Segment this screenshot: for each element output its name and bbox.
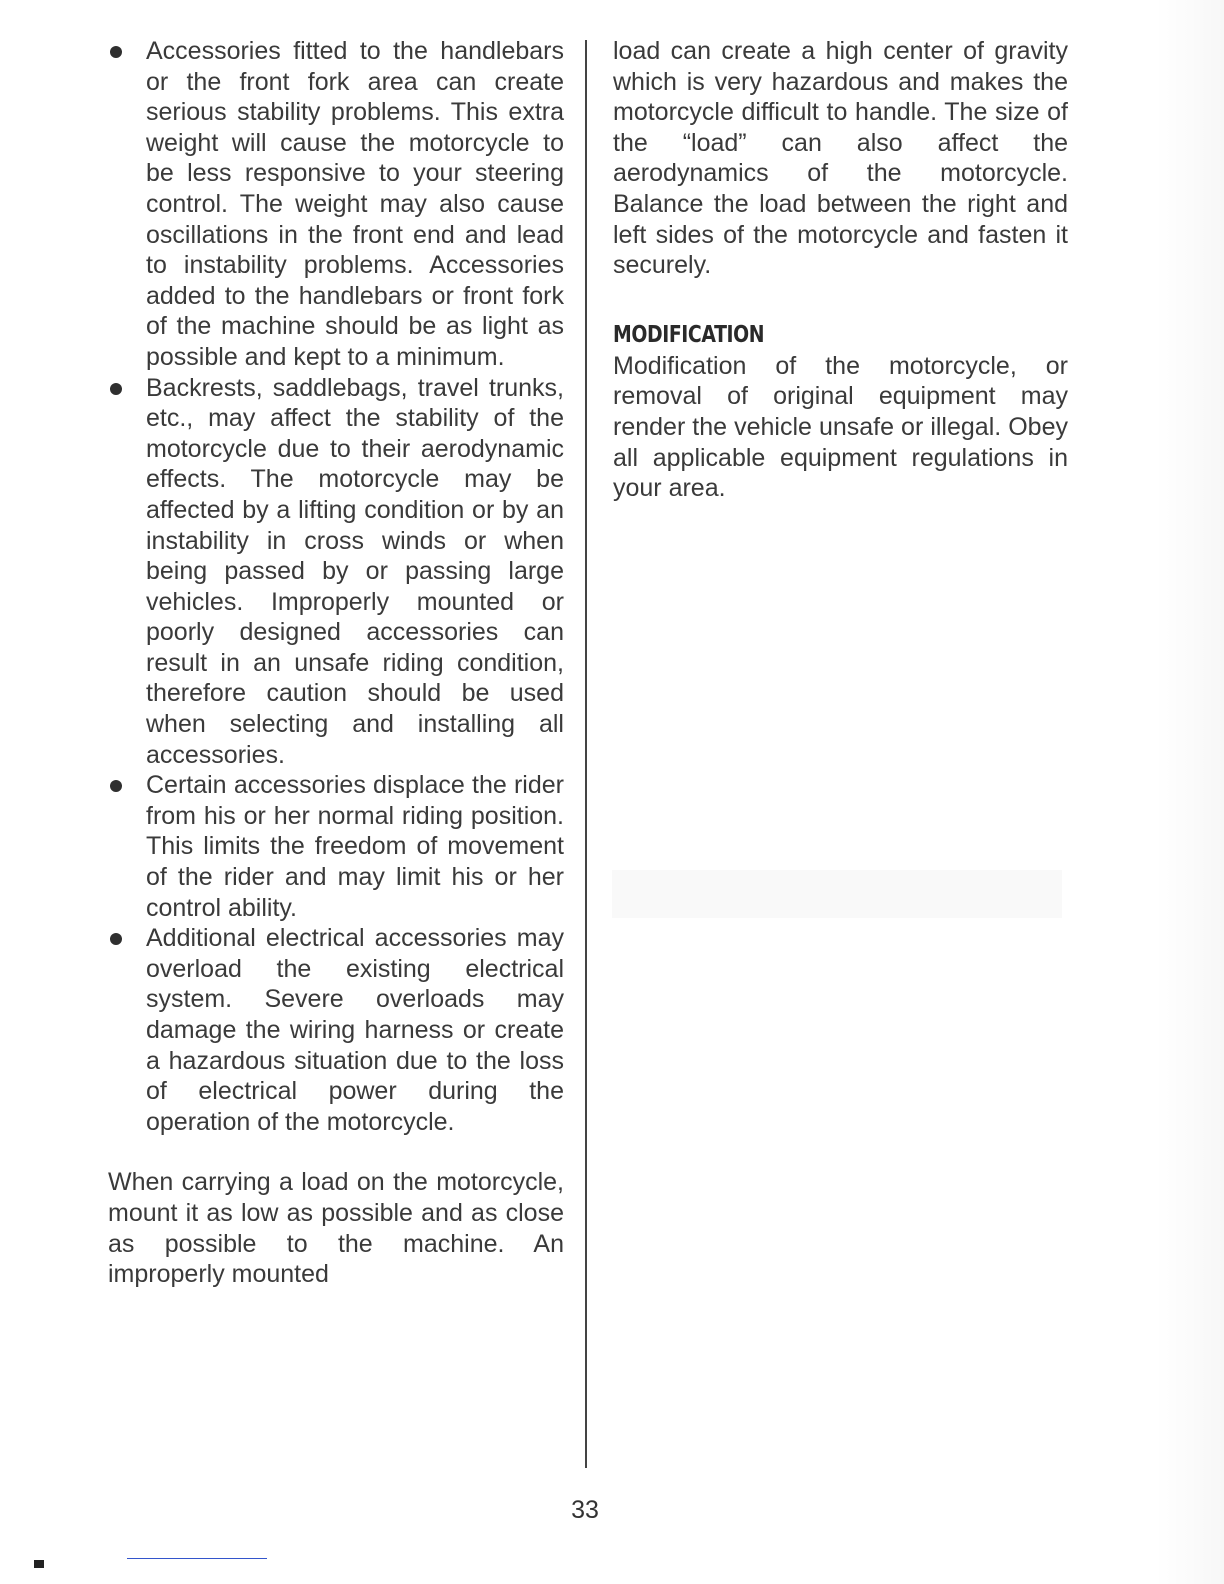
bullet-item-handlebar-accessories (108, 36, 564, 373)
left-column (108, 36, 564, 1290)
column-divider (585, 40, 587, 1468)
bullet-text: Certain accessories displace the rider from his or her normal riding position. This limits the freedom of movement of the rider and may limit his or her control ability. (146, 771, 564, 922)
show-through-shade (612, 870, 1062, 918)
bullet-dot-icon (110, 933, 122, 945)
bullet-dot-icon (110, 780, 122, 792)
bullet-item-electrical-accessories (108, 923, 564, 1137)
modification-paragraph: Modification of the motorcycle, or removal of original equipment may render the vehicle unsafe or illegal. Obey all applicable equipment regulations in your area. (613, 351, 1068, 503)
modification-heading: MODIFICATION (613, 321, 765, 348)
bullet-dot-icon (110, 46, 122, 58)
right-column (613, 36, 1068, 504)
bullet-text: Additional electrical accessories may overload the existing electrical system. Severe overloads may damage the wiring harness or create a hazardous situation due to the loss of electrical power during the operation of the motorcycle. (146, 924, 564, 1136)
bullet-text: Backrests, saddlebags, travel trunks, etc., may affect the stability of the motorcycle due to their aerodynamic effects. The motorcycle may be affected by a lifting condition or by an instability in cross winds or when being passed by or passing large vehicles. Improperly mounted or poorly designed accessories can result in an unsafe riding condition, therefore caution should be used when selecting and installing all accessories. (146, 373, 564, 769)
load-continued-paragraph: load can create a high center of gravity which is very hazardous and makes the motorcycle difficult to handle. The size of the “load” can also affect the aerodynamics of the motorcycle. Balance the load between the right and left sides of the motorcycle and fasten it securely. (613, 37, 1068, 280)
page-edge-shadow (1154, 0, 1224, 1584)
bullet-item-backrests-saddlebags (108, 373, 564, 771)
scan-underline-mark (127, 1558, 267, 1559)
page-number: 33 (571, 1496, 599, 1524)
load-carrying-paragraph: When carrying a load on the motorcycle, mount it as low as possible and as close as possible to the machine. An improperly mounted (108, 1168, 564, 1289)
bullet-item-rider-position (108, 770, 564, 923)
scan-corner-mark (34, 1560, 44, 1568)
bullet-dot-icon (110, 383, 122, 395)
bullet-text: Accessories fitted to the handlebars or the front fork area can create serious stability problems. This extra weight will cause the motorcycle to be less responsive to your steering control. The weight may also cause oscillations in the front end and lead to instability problems. Accessories added to the handlebars or front fork of the machine should be as light as possible and kept to a minimum. (146, 37, 564, 371)
accessory-bullet-list (108, 36, 564, 1137)
